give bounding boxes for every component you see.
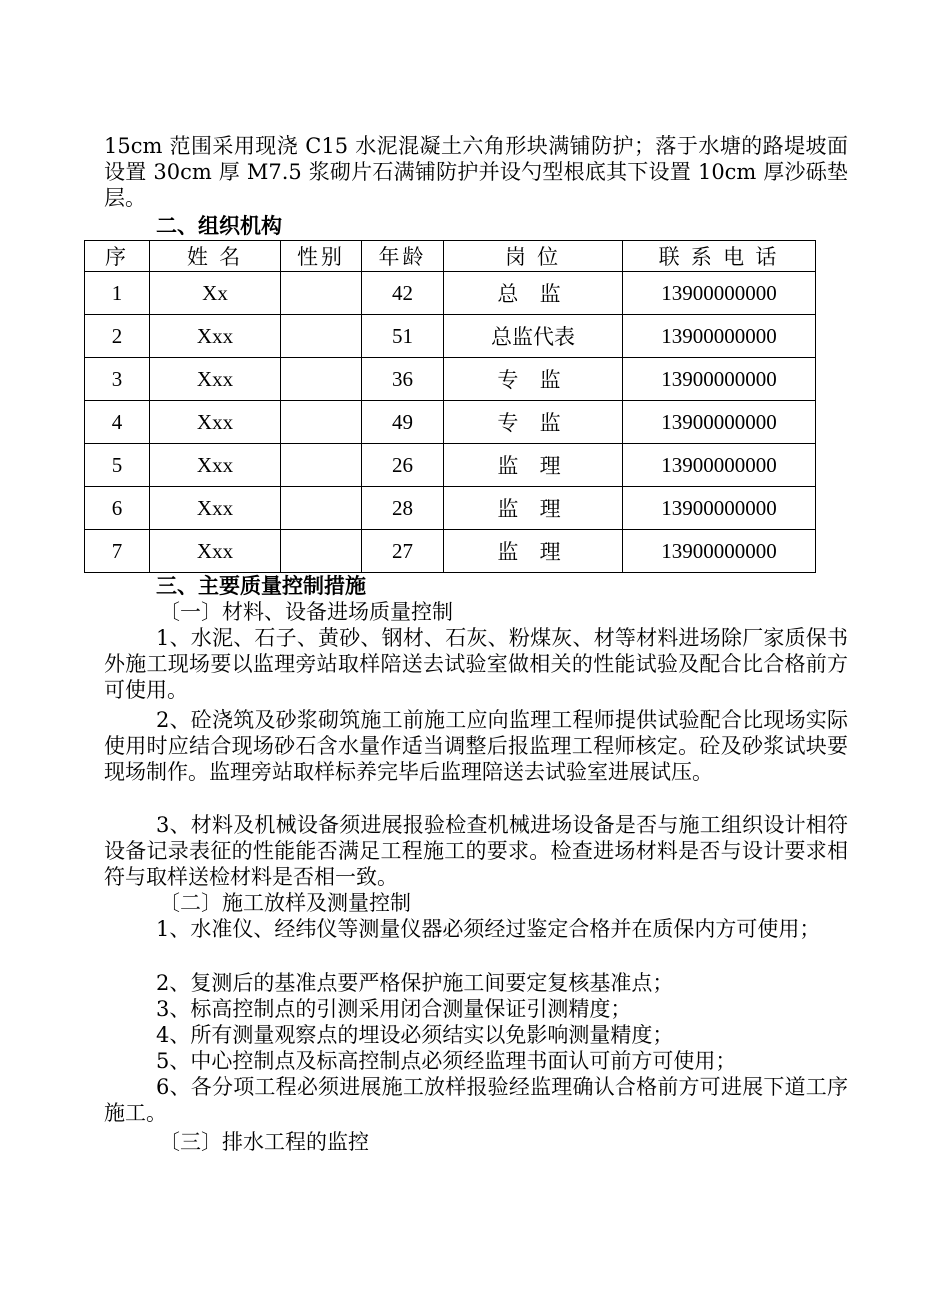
cell-age: 26 <box>362 444 444 487</box>
header-phone: 联 系 电 话 <box>623 241 816 272</box>
cell-position: 专 监 <box>444 401 623 444</box>
subsection-title-survey: 〔二〕施工放样及测量控制 <box>159 891 411 915</box>
intro-paragraph: 15cm 范围采用现浇 C15 水泥混凝土六角形块满铺防护；落于水塘的路堤坡面设置 30cm 厚 M7.5 浆砌片石满铺防护并设勺型根底其下设置 10cm 厚沙砾垫层。 <box>104 134 848 210</box>
cell-no: 6 <box>85 487 150 530</box>
cell-position: 总监代表 <box>444 315 623 358</box>
table-row <box>85 444 816 487</box>
table-header-row <box>85 241 816 272</box>
cell-name: Xxx <box>150 487 281 530</box>
header-name: 姓 名 <box>150 241 281 272</box>
cell-position: 总 监 <box>444 272 623 315</box>
cell-phone: 13900000000 <box>623 272 816 315</box>
cell-no: 4 <box>85 401 150 444</box>
cell-age: 49 <box>362 401 444 444</box>
cell-gender <box>281 315 362 358</box>
materials-item: 2、砼浇筑及砂浆砌筑施工前施工应向监理工程师提供试验配合比现场实际使用时应结合现场砂石含水量作适当调整后报监理工程师核定。砼及砂浆试块要现场制作。监理旁站取样标养完毕后监理陪送去试验室进展试压。 <box>104 708 848 784</box>
header-position: 岗 位 <box>444 241 623 272</box>
materials-item: 3、材料及机械设备须进展报验检查机械进场设备是否与施工组织设计相符设备记录表征的性能能否满足工程施工的要求。检查进场材料是否与设计要求相符与取样送检材料是否相一致。 <box>104 813 848 889</box>
table-row <box>85 530 816 573</box>
cell-gender <box>281 401 362 444</box>
survey-item: 6、各分项工程必须进展施工放样报验经监理确认合格前方可进展下道工序施工。 <box>104 1075 848 1125</box>
subsection-title-materials: 〔一〕材料、设备进场质量控制 <box>159 600 453 624</box>
table-row <box>85 315 816 358</box>
table-row <box>85 401 816 444</box>
cell-age: 42 <box>362 272 444 315</box>
survey-item: 2、复测后的基准点要严格保护施工间要定复核基准点； <box>156 971 674 995</box>
cell-phone: 13900000000 <box>623 315 816 358</box>
cell-position: 专 监 <box>444 358 623 401</box>
cell-gender <box>281 358 362 401</box>
table-row <box>85 358 816 401</box>
cell-phone: 13900000000 <box>623 530 816 573</box>
cell-age: 27 <box>362 530 444 573</box>
survey-item: 5、中心控制点及标高控制点必须经监理书面认可前方可使用； <box>156 1049 737 1073</box>
cell-name: Xxx <box>150 444 281 487</box>
header-gender: 性别 <box>281 241 362 272</box>
cell-position: 监 理 <box>444 530 623 573</box>
cell-age: 51 <box>362 315 444 358</box>
cell-no: 5 <box>85 444 150 487</box>
organization-table <box>84 240 816 573</box>
header-no: 序 <box>85 241 150 272</box>
section-heading-organization: 二、组织机构 <box>156 213 282 238</box>
cell-name: Xx <box>150 272 281 315</box>
cell-phone: 13900000000 <box>623 401 816 444</box>
cell-no: 1 <box>85 272 150 315</box>
survey-item: 3、标高控制点的引测采用闭合测量保证引测精度； <box>156 997 632 1021</box>
cell-name: Xxx <box>150 530 281 573</box>
cell-gender <box>281 272 362 315</box>
cell-phone: 13900000000 <box>623 358 816 401</box>
cell-gender <box>281 487 362 530</box>
cell-phone: 13900000000 <box>623 444 816 487</box>
cell-name: Xxx <box>150 315 281 358</box>
survey-item: 1、水准仪、经纬仪等测量仪器必须经过鉴定合格并在质保内方可使用； <box>156 917 821 941</box>
survey-item: 4、所有测量观察点的埋设必须结实以免影响测量精度； <box>156 1023 674 1047</box>
cell-gender <box>281 444 362 487</box>
materials-item: 1、水泥、石子、黄砂、钢材、石灰、粉煤灰、材等材料进场除厂家质保书外施工现场要以监理旁站取样陪送去试验室做相关的性能试验及配合比合格前方可使用。 <box>104 626 848 702</box>
cell-age: 28 <box>362 487 444 530</box>
subsection-title-drainage: 〔三〕排水工程的监控 <box>159 1130 369 1154</box>
cell-position: 监 理 <box>444 444 623 487</box>
cell-no: 3 <box>85 358 150 401</box>
cell-gender <box>281 530 362 573</box>
cell-no: 2 <box>85 315 150 358</box>
cell-name: Xxx <box>150 401 281 444</box>
table-row <box>85 272 816 315</box>
table-row <box>85 487 816 530</box>
cell-phone: 13900000000 <box>623 487 816 530</box>
cell-no: 7 <box>85 530 150 573</box>
cell-age: 36 <box>362 358 444 401</box>
section-heading-quality-control: 三、主要质量控制措施 <box>156 573 366 598</box>
cell-position: 监 理 <box>444 487 623 530</box>
cell-name: Xxx <box>150 358 281 401</box>
header-age: 年龄 <box>362 241 444 272</box>
